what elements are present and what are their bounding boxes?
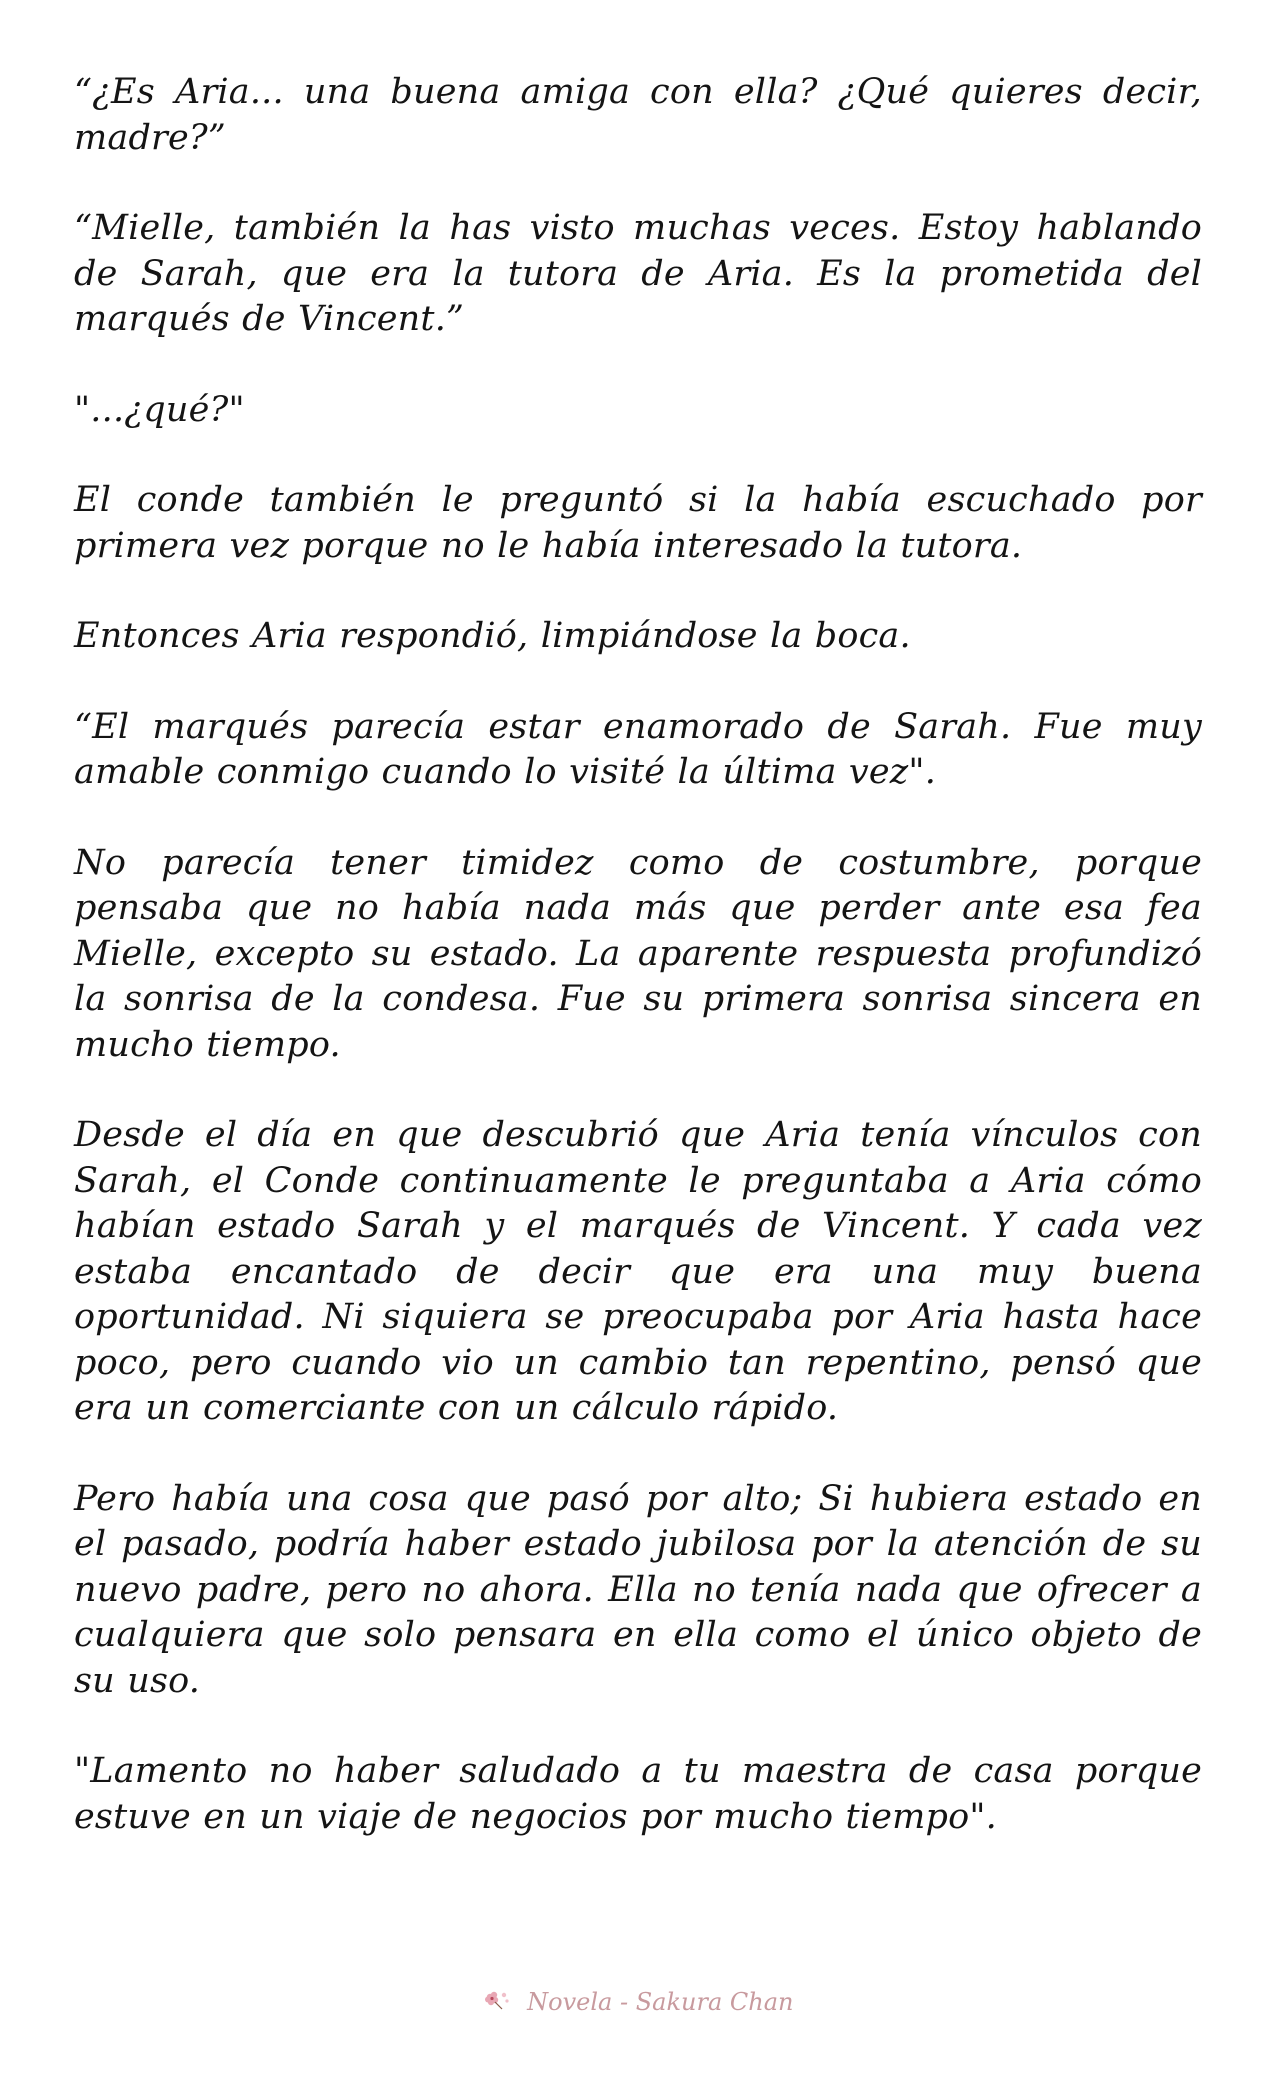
paragraph: "Lamento no haber saludado a tu maestra de casa porque estuve en un viaje de negocios por mucho tiempo". (74, 1751, 1202, 1837)
sakura-flower-icon (482, 1989, 512, 2019)
paragraph: El conde también le preguntó si la había escuchado por primera vez porque no le había interesado la tutora. (74, 480, 1202, 566)
paragraph: No parecía tener timidez como de costumbre, porque pensaba que no había nada más que perder ante esa fea Mielle, excepto su estado. La aparente respuesta profundizó la sonrisa de la condesa. Fue su primera sonrisa sincera en mucho tiempo. (74, 842, 1202, 1065)
paragraph: “¿Es Aria... una buena amiga con ella? ¿Qué quieres decir, madre?” (74, 72, 1202, 158)
paragraph: Desde el día en que descubrió que Aria tenía vínculos con Sarah, el Conde continuamente le preguntaba a Aria cómo habían estado Sarah y el marqués de Vincent. Y cada vez estaba encantado de decir que era una muy buena oportunidad. Ni siquiera se preocupaba por Aria hasta hace poco, pero cuando vio un cambio tan repentino, pensó que era un comerciante con un cálculo rápido. (74, 1115, 1202, 1428)
footer-watermark (0, 1988, 1275, 2019)
paragraph: “El marqués parecía estar enamorado de Sarah. Fue muy amable conmigo cuando lo visité la última vez". (74, 706, 1202, 792)
paragraph: "...¿qué?" (74, 389, 245, 430)
paragraph: “Mielle, también la has visto muchas veces. Estoy hablando de Sarah, que era la tutora de Aria. Es la prometida del marqués de Vincent.” (74, 208, 1202, 339)
document-body (74, 70, 1202, 1885)
paragraph: Pero había una cosa que pasó por alto; Si hubiera estado en el pasado, podría haber estado jubilosa por la atención de su nuevo padre, pero no ahora. Ella no tenía nada que ofrecer a cualquiera que solo pensara en ella como el único objeto de su uso. (74, 1478, 1202, 1701)
paragraph: Entonces Aria respondió, limpiándose la boca. (74, 616, 911, 656)
footer-text: Novela - Sakura Chan (527, 1988, 794, 2016)
